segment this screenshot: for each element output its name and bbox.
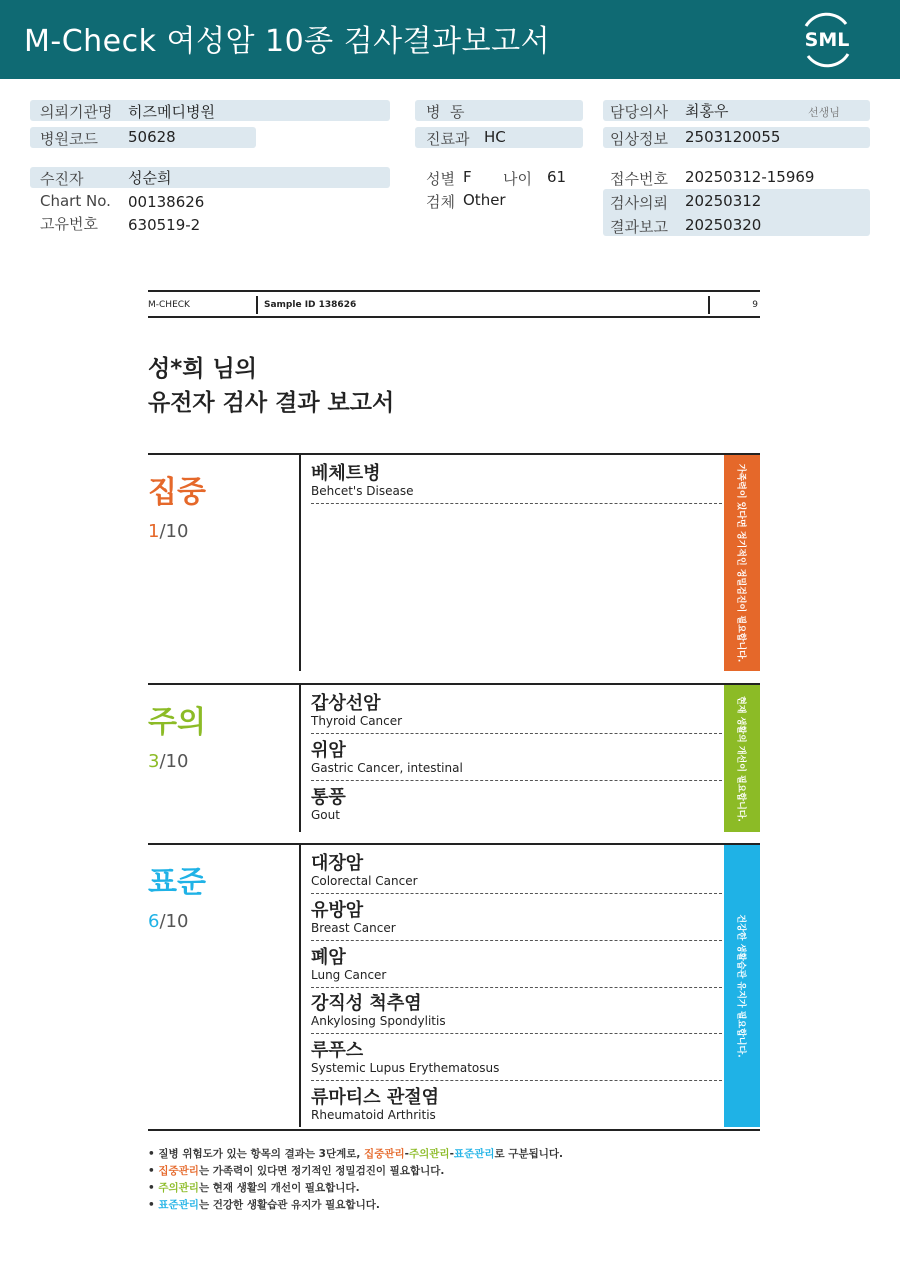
section-standard-band (724, 845, 760, 1127)
code-label: 병원코드 (40, 130, 98, 148)
chart-value: 00138626 (128, 193, 205, 211)
bottom-rule (148, 1129, 760, 1131)
section-focus-count: 1/10 (148, 521, 189, 542)
report-title: M-Check 여성암 10종 검사결과보고서 (24, 24, 551, 59)
disease-item: 베체트병 Behcet's Disease (311, 457, 722, 504)
hospital-value: 히즈메디병원 (128, 103, 215, 121)
name-value: 성순희 (128, 169, 172, 187)
note-line: • 집중관리는 가족력이 있다면 정기적인 정밀검진이 필요합니다. (148, 1165, 445, 1177)
disease-item: 위암 Gastric Cancer, intestinal (311, 734, 722, 781)
sex-value: F (463, 168, 472, 186)
id-value: 630519-2 (128, 216, 201, 234)
section-focus (148, 453, 760, 669)
section-caution-label: 주의 (148, 705, 206, 740)
dept-value: HC (484, 128, 506, 146)
greeting-line2: 유전자 검사 결과 보고서 (148, 390, 395, 416)
hospital-label: 의뢰기관명 (40, 103, 113, 121)
disease-item: 유방암 Breast Cancer (311, 894, 722, 941)
note-line: • 질병 위험도가 있는 항목의 결과는 3단계로, 집중관리-주의관리-표준관리로 구분됩니다. (148, 1148, 564, 1160)
doctor-label: 담당의사 (610, 103, 668, 121)
age-label: 나이 (503, 170, 532, 188)
receipt-value: 20250312-15969 (685, 168, 815, 186)
clinical-value: 2503120055 (685, 128, 781, 146)
disease-item: 류마티스 관절염 Rheumatoid Arthritis (311, 1087, 439, 1122)
ward-label: 병 동 (426, 103, 465, 121)
header-bar (0, 0, 900, 79)
request-label: 검사의뢰 (610, 194, 668, 212)
report-greeting (148, 352, 394, 420)
specimen-value: Other (463, 191, 506, 209)
section-focus-label: 집중 (148, 475, 206, 510)
note-line: • 주의관리는 현재 생활의 개선이 필요합니다. (148, 1182, 360, 1194)
disease-item: 루푸스 Systemic Lupus Erythematosus (311, 1034, 722, 1081)
brand-label: M-CHECK (148, 300, 190, 310)
disease-item: 대장암 Colorectal Cancer (311, 847, 722, 894)
doctor-suffix: 선생님 (808, 106, 840, 119)
logo-text: SML (804, 29, 850, 51)
section-standard-label: 표준 (148, 865, 206, 900)
section-standard (148, 843, 760, 1125)
section-focus-band (724, 455, 760, 671)
legend-notes (148, 1146, 563, 1214)
section-standard-count: 6/10 (148, 911, 189, 932)
section-standard-band-text: 건강한 생활습관 유지가 필요합니다. (735, 914, 746, 1058)
age-value: 61 (547, 168, 567, 186)
dept-label: 진료과 (426, 130, 470, 148)
section-caution (148, 683, 760, 830)
greeting-line1: 성*희 님의 (148, 356, 257, 382)
report-running-header (148, 290, 760, 318)
name-label: 수진자 (40, 170, 84, 188)
note-line: • 표준관리는 건강한 생활습관 유지가 필요합니다. (148, 1199, 380, 1211)
section-caution-count: 3/10 (148, 751, 189, 772)
report-date-label: 결과보고 (610, 218, 668, 236)
clinical-label: 임상정보 (610, 130, 668, 148)
section-caution-band-text: 현재 생활의 개선이 필요합니다. (735, 695, 746, 822)
disease-item: 폐암 Lung Cancer (311, 941, 722, 988)
disease-item: 통풍 Gout (311, 787, 346, 822)
code-value: 50628 (128, 128, 176, 146)
sample-id: Sample ID 138626 (264, 300, 357, 310)
disease-item: 갑상선암 Thyroid Cancer (311, 687, 722, 734)
specimen-label: 검체 (426, 193, 455, 211)
section-focus-band-text: 가족력이 있다면 정기적인 정밀검진이 필요합니다. (735, 463, 746, 663)
chart-label: Chart No. (40, 192, 111, 210)
id-label: 고유번호 (40, 215, 98, 233)
sml-logo-icon (796, 12, 858, 68)
receipt-label: 접수번호 (610, 170, 668, 188)
section-caution-band (724, 685, 760, 832)
request-value: 20250312 (685, 192, 762, 210)
page-number: 9 (752, 300, 758, 310)
doctor-value: 최홍우 (685, 102, 729, 120)
disease-item: 강직성 척추염 Ankylosing Spondylitis (311, 987, 722, 1034)
report-date-value: 20250320 (685, 216, 762, 234)
sex-label: 성별 (426, 170, 455, 188)
